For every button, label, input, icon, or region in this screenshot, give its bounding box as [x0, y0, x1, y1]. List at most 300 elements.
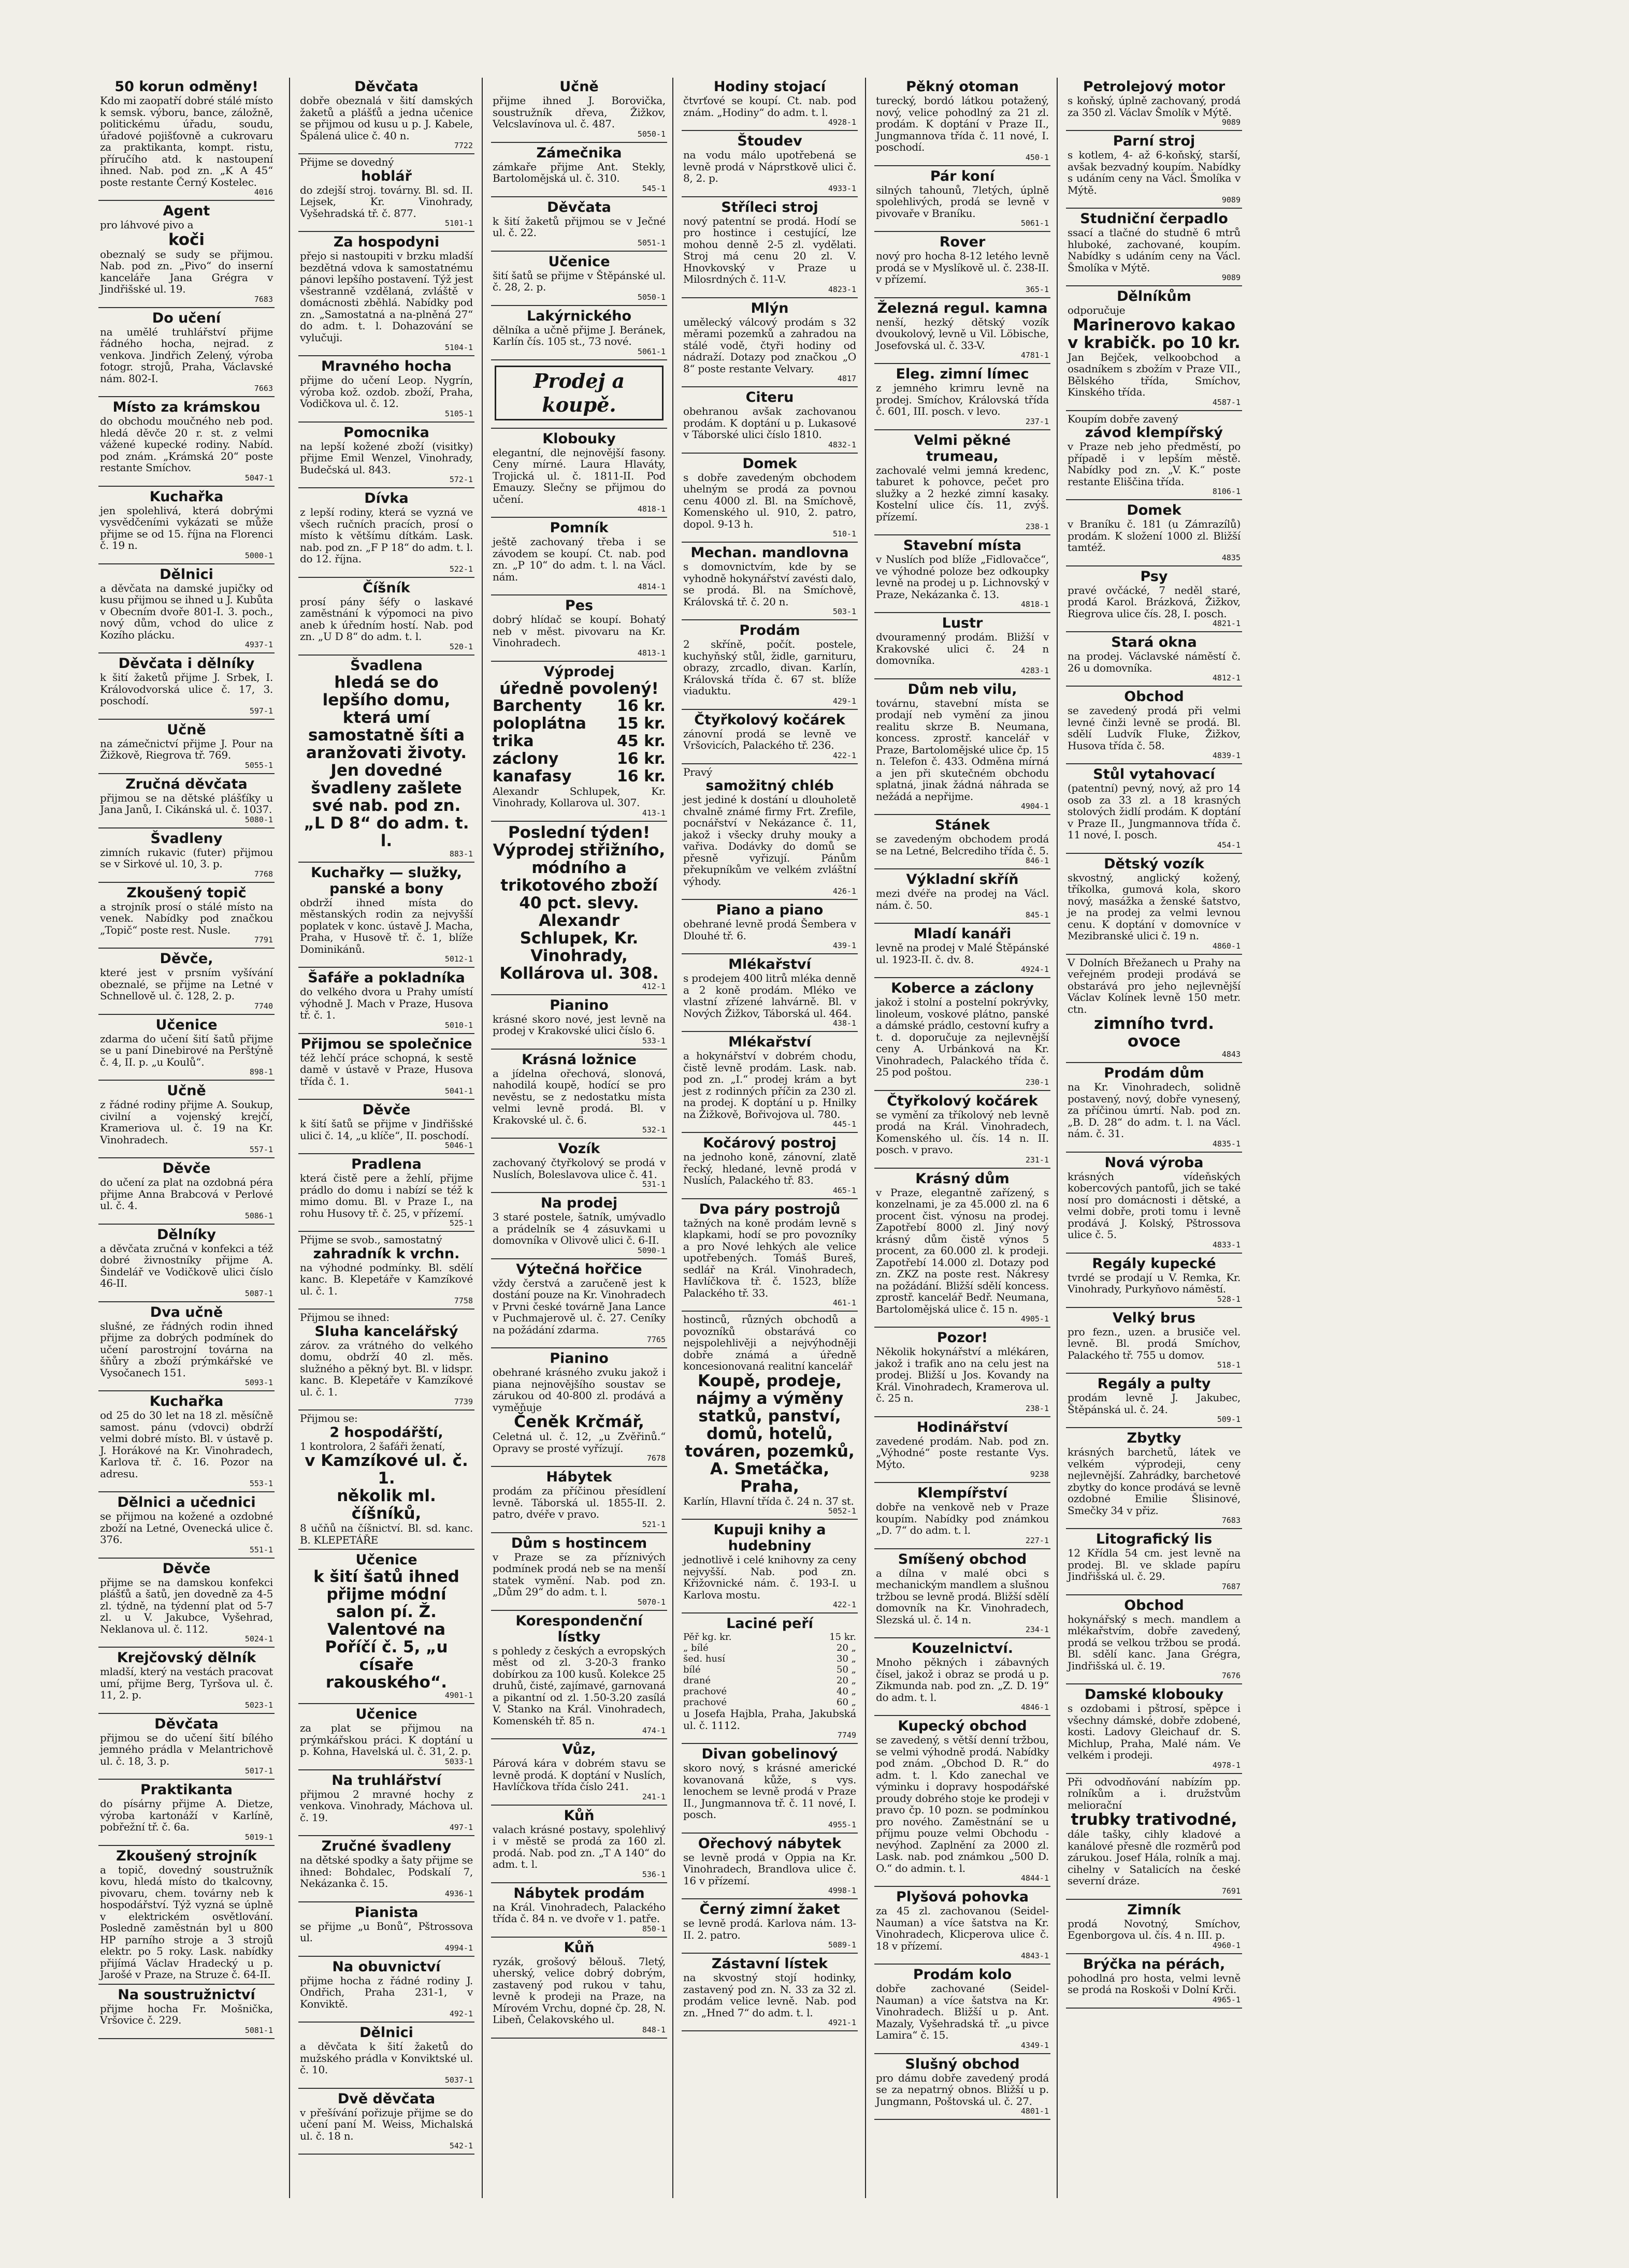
- classified-ad: [1066, 1375, 1242, 1428]
- column-rule: [672, 78, 673, 2198]
- ad-heading: Zbytky: [1127, 1430, 1181, 1446]
- ad-reference-number: 5050-1: [637, 129, 666, 139]
- ad-heading: Výprodej: [543, 663, 615, 680]
- classified-ad: [682, 1134, 858, 1199]
- ad-text: se zavedeným obchodem prodá se na Letné, Belcrediho třída č. 5.: [876, 833, 1049, 857]
- ad-reference-number: 5010-1: [444, 1020, 473, 1030]
- ad-reference-number: 474-1: [642, 1726, 666, 1735]
- ad-reference-number: 5037-1: [444, 2075, 473, 2085]
- ad-reference-number: 5051-1: [637, 238, 666, 248]
- ad-text: s pohledy z českých a evropských měst od zl. 3-20-3 franko dobírkou za 100 kusů. Kolekce 25 druhů, čisté, zajímavé, garnovaná a pikantní od zl. 1.50-3.20 zasílá V. Stanko na Král. Vinohradech, Komenskéh tř. 85 n.: [493, 1644, 666, 1727]
- price-row: [683, 1642, 856, 1653]
- price-item: bílé: [683, 1664, 701, 1675]
- ad-text: ryzák, grošový bělouš. 7letý, uherský, velice dobrý dobrým, zastavený pod rukou v tahu, levně k prodeji na Praze, na Mírovém Vrchu, dopné čp. 28, N. Libeň, Čelakovského ul.: [493, 1955, 666, 2026]
- ad-text: na Kr. Vinohradech, solidně postavený, nový, dobře vynesený, za příčinou úmrtí. Nab. pod zn. „B. D. 28“ do adm. t. l. na Václ. nám. č. 31.: [1068, 1081, 1241, 1140]
- classified-ad: [298, 1837, 474, 1902]
- price-price: 20 „: [837, 1675, 856, 1686]
- classified-ad: [98, 1560, 275, 1648]
- ad-reference-number: 845-1: [1025, 910, 1049, 920]
- ad-reference-number: 509-1: [1217, 1415, 1241, 1424]
- ad-heading: Obchod: [1124, 689, 1184, 705]
- price-item: kanafasy: [493, 767, 572, 786]
- section-heading: Prodej a koupě.: [495, 366, 664, 420]
- classified-ad: [491, 1740, 667, 1806]
- ad-text: v Praze, elegantně zařízený, s konzelnami, je za 45.000 zl. na 6 procent čist. výnosu na prodej. Zapotřebí 8000 zl. Jiný nový krásný dům čistě výnos 5 procent, za 60.000 zl. k prodeji. Zapotřebí 14.000 zl. Dotazy pod zn. ZKZ na poste rest. Nákresy na požádání. Bližší sdělí koncess. zprostř. kancelář Bedř. Neumana, Bartolomějská ulice č. 15 n.: [876, 1186, 1049, 1315]
- ad-text: do zdejší stroj. továrny. Bl. sd. II. Lejsek, Kr. Vinohrady, Vyšehradská tř. č. 877.: [300, 183, 473, 220]
- classified-ad: [1066, 1530, 1242, 1595]
- classified-ad: [491, 1534, 667, 1611]
- price-row: [493, 733, 666, 750]
- classified-ad: [682, 455, 858, 543]
- ad-heading: Ořechový nábytek: [698, 1835, 842, 1852]
- ad-reference-number: 4016: [254, 187, 273, 197]
- ad-heading: Plyšová pohovka: [896, 1889, 1029, 1905]
- classified-ad: [298, 357, 474, 423]
- ad-text: jest jediné k dostání u dlouholetě chvalně známé firmy Frt. Zrefile, pocnářství v Nekázance č. 11, jakož i všecky druhy mouky a vařiva. Dodávky do domů se přesně vyřizují. Pánům překupníkům ve velkém zvláštní výhody.: [683, 793, 856, 888]
- ad-heading: Mlékařství: [728, 956, 811, 972]
- ad-text: z řádné rodiny přijme A. Soukup, civilní a vojenský krejčí, Krameriova ul. č. 19 na Kr. Vinohradech.: [100, 1098, 273, 1146]
- ad-heading: Pár koní: [930, 168, 995, 184]
- ad-heading: Regály a pulty: [1097, 1376, 1211, 1392]
- ad-text: Jan Bejček, velkoobchod a osadníkem s zbožím v Praze VII., Bělského třída, Smíchov, Kinského třída.: [1068, 351, 1241, 398]
- ad-text: Celetná ul. č. 12, „u Zvěřinů.“ Opravy se prosté vyřízují.: [493, 1430, 666, 1455]
- classified-ad: [1066, 1429, 1242, 1529]
- ad-reference-number: 4998-1: [828, 1886, 856, 1895]
- ad-text: silných tahounů, 7letých, úplně spolehlivých, prodá se levně v pivovaře v Braníku.: [876, 183, 1049, 220]
- ad-heading: Stará okna: [1111, 634, 1197, 650]
- ad-text: v přešívání pořizuje přijme se do učení paní M. Weiss, Michalská ul. č. 18 n.: [300, 2106, 473, 2142]
- ad-text: se přijmou na kožené a ozdobné zboží na Letné, Ovenecká ulice č. 376.: [100, 1510, 273, 1546]
- classified-ad: [98, 78, 275, 201]
- ad-text: přejo si nastoupiti v brzku mladší bezdětná vdova k samostatnému pánovi lepšího postavení. Týž jest všestranně vzdělaná, zvláště v domácnosti zběhlá. Nabídky pod zn. „Samostatná a na-plněná 27“ do adm. t. l. Dohazování se vylučuji.: [300, 250, 473, 344]
- ad-text: s ozdobami i pštrosí, spěpce i všechny dámské, dobře zdobené, kosti. Ladovy Gleichauf dr. S. Michlup, Praha, Malé nám. Ve velkém i prodeji.: [1068, 1702, 1241, 1761]
- classified-ad: [1066, 688, 1242, 764]
- classified-ad: [98, 1392, 275, 1492]
- classified-ad: [491, 1807, 667, 1883]
- ad-heading: Prodám: [739, 622, 800, 638]
- ad-text: a děvčata zručná v konfekci a též dobré živnostníky přijme A. Šindelář ve Vodičkově ulici číslo 46-II.: [100, 1242, 273, 1289]
- ad-heading: Číšník: [363, 579, 410, 596]
- ad-reference-number: 4818-1: [1020, 600, 1049, 609]
- ad-heading: Učenice: [355, 1706, 417, 1722]
- ad-reference-number: 528-1: [1217, 1294, 1241, 1304]
- ad-reference-number: 422-1: [832, 750, 856, 760]
- ad-text: odporučuje: [1068, 304, 1126, 316]
- classified-ad: [98, 398, 275, 487]
- ad-heading: Učně: [167, 721, 206, 738]
- classified-ad: [1066, 956, 1242, 1064]
- classified-ad: [874, 870, 1050, 924]
- ad-reference-number: 412-1: [642, 981, 666, 991]
- classified-ad: [682, 1200, 858, 1312]
- ad-heading: Hodinářství: [916, 1419, 1008, 1435]
- ad-reference-number: 365-1: [1025, 284, 1049, 294]
- classified-ad: [1066, 1064, 1242, 1153]
- classified-ad: [874, 78, 1050, 166]
- ad-heading: Kuchařka: [149, 1393, 224, 1409]
- ad-reference-number: 241-1: [642, 1792, 666, 1801]
- ad-reference-number: 4813-1: [637, 648, 666, 658]
- ad-heading: Zručná děvčata: [125, 776, 248, 792]
- ad-text: 8 učňů na číšnictví. Bl. sd. kanc. B. KLEPETÁŘE: [300, 1522, 473, 1546]
- ad-reference-number: 7765: [646, 1335, 666, 1344]
- ad-text: s domovnictvím, kde by se vyhodně hokynářství zavésti dalo, se prodá. Bl. na Smíchově, Královská tř. č. 20 n.: [683, 560, 856, 608]
- ad-reference-number: 545-1: [642, 183, 666, 193]
- ad-heading: Litografický lis: [1095, 1531, 1213, 1547]
- ad-reference-number: 4283-1: [1020, 665, 1049, 675]
- ad-heading: Pes: [565, 598, 594, 614]
- classified-ad: [682, 388, 858, 454]
- classified-ad: [682, 1900, 858, 1954]
- classified-ad: [1066, 210, 1242, 286]
- classified-ad: [491, 597, 667, 662]
- ad-reference-number: 4781-1: [1020, 351, 1049, 360]
- classified-ad: [298, 2024, 474, 2089]
- ad-text: dobře zachované (Seidel-Nauman) a více šatstva na Kr. Vinohradech. Bližší u p. Ant. Mazaly, Vyšehradská tř. „u pivce Lamira“ č. 15.: [876, 1982, 1049, 2041]
- ad-heading: Domek: [1127, 502, 1181, 518]
- ad-reference-number: 4818-1: [637, 504, 666, 514]
- ad-heading: Děvče: [162, 1560, 211, 1577]
- classified-ad: [491, 1884, 667, 1938]
- classified-ad: [491, 361, 667, 429]
- classified-ad: [874, 1329, 1050, 1417]
- ad-text: k šití žaketů přijme J. Srbek, I. Královodvorská ulice č. 17, 3. poschodí.: [100, 671, 273, 707]
- ad-reference-number: 5087-1: [244, 1288, 273, 1298]
- ad-text: a jídelna ořechová, slonová, nahodilá koupě, hodící se pro nevěstu, se z nedostatku místa velmi levně prodá. Bl. v Krakovské ul. č. 6.: [493, 1067, 666, 1126]
- column: [98, 78, 275, 2198]
- ad-heading: Zkoušený strojník: [116, 1848, 257, 1864]
- ad-heading: Dvě děvčata: [337, 2090, 436, 2107]
- classified-ad: [682, 1835, 858, 1900]
- ad-text: na zámečnictví přijme J. Pour na Žižkově, Riegrova tř. 769.: [100, 737, 273, 761]
- classified-ad: [1066, 1309, 1242, 1374]
- classified-ad: [298, 1771, 474, 1837]
- price-row: [683, 1686, 856, 1697]
- ad-text: prodám za příčinou přesídlení levně. Táborská ul. 1855-II. 2. patro, dvéře v pravo.: [493, 1485, 666, 1520]
- ad-text: Několik hokynářství a mlékáren, jakož i trafik ano na celu jest na prodej. Bližší u Jos. Kovandy na Král. Vinohradech, Kramerova ul. č. 25 n.: [876, 1345, 1049, 1404]
- classified-ad: [298, 864, 474, 968]
- ad-heading: samožitný chléb: [705, 778, 834, 794]
- ad-heading: Pianino: [550, 1350, 609, 1366]
- classified-ad: [682, 198, 858, 298]
- ad-text: se zavedený, s větší denní tržbou, se velmi výhodně prodá. Nabídky pod znám. „Obchod D. R.“ do adm. t. l. Kdo zanechal ve výminku i dopravy hospodářské proudy dobrého stoje ke prodeji v pravo čp. 10 pozn. se podmínkou pro nového. Zaměstnání se u příjmu pouze velmi Obchodu - nevýhod. Zaplnění za 2000 zl. Lask. nab. pod známkou „500 D. O.“ do admin. t. l.: [876, 1734, 1049, 1874]
- ad-text: 2 skříně, počít. postele, kuchyňský stůl, židle, garnituru, obrazy, zrcadlo, divan. Karlín, Královská třída č. 67 st. blíže viaduktu.: [683, 638, 856, 697]
- ad-reference-number: 520-1: [449, 642, 473, 651]
- ad-text: s prodejem 400 litrů mléka denně a 2 koně prodám. Mléko ve vlastní zřízené lahvárně. Bl. v Nových Žižkov, Táborská ul. 464.: [683, 972, 856, 1020]
- classified-ad: [98, 1016, 275, 1081]
- ad-reference-number: 4832-1: [828, 440, 856, 449]
- ad-heading: Krejčovský dělník: [117, 1650, 256, 1666]
- ad-text: která čistě pere a žehlí, přijme prádlo do domu i nabízí se též k mimo domu. Bl. v Praze I., na rohu Husovy tř. č. 25, v přízemí.: [300, 1172, 473, 1219]
- ad-display-text: trubky trativodné,: [1071, 1810, 1237, 1829]
- ad-text: šití šatů se přijme v Štěpánské ul. č. 28, 2. p.: [493, 269, 666, 293]
- ad-text: obehranou avšak zachovanou prodám. K doptání u p. Lukasové v Táborské ulici číslo 1810.: [683, 405, 856, 441]
- ad-text: zámkaře přijme Ant. Stekly, Bartolomějská ul. č. 310.: [493, 160, 666, 184]
- ad-text: dobře na venkově neb v Praze koupím. Nabídky pod známkou „D. 7“ do adm. t. l.: [876, 1501, 1049, 1536]
- ad-heading: Regály kupecké: [1092, 1255, 1216, 1272]
- ad-heading: Pomocnika: [343, 424, 429, 441]
- ad-reference-number: 7683: [1221, 1516, 1241, 1525]
- ad-text: prodám levně J. Jakubec, Štěpánská ul. č. 24.: [1068, 1391, 1241, 1416]
- ad-reference-number: 525-1: [449, 1218, 473, 1228]
- ad-text: dvouramenný prodám. Bližší v Krakovské ulici č. 24 n domovníka.: [876, 631, 1049, 666]
- classified-ad: [1066, 1901, 1242, 1954]
- price-price: 60 „: [837, 1697, 856, 1708]
- ad-heading: Za hospodyni: [333, 234, 440, 250]
- ad-text: slušné, ze řádných rodin ihned přijme za dobrých podmínek do učení parostrojní továrna na šňůry a zboží prýmkářské ve Vysočanech 151.: [100, 1319, 273, 1379]
- ad-heading: Korespondenční lístky: [515, 1612, 643, 1645]
- classified-ad: [874, 1888, 1050, 1965]
- ad-text: a strojník prosí o stálé místo na venek. Nabídky pod značkou „Topič“ poste rest. Nusle.: [100, 900, 273, 936]
- ad-reference-number: 422-1: [832, 1600, 856, 1609]
- ad-reference-number: 4936-1: [444, 1888, 473, 1898]
- ad-display-text: Čeněk Krčmář,: [514, 1413, 644, 1431]
- classified-ad: [874, 233, 1050, 298]
- classified-ad: [491, 823, 667, 995]
- column: [298, 78, 474, 2198]
- ad-text: tažných na koně prodám levně s klapkami, hodí se pro povozníky a pro Nové lehkých ale velice upotřebených. Tomáš Bureš, sedlář na Král. Vinohradech, Havlíčkova tř. č. 1523, blíže Palackého tř. 33.: [683, 1216, 856, 1299]
- ad-text: obeznalý se sudy se přijmou. Nab. pod zn. „Pivo“ do inserní kanceláře Jana Grégra v Jindřišské ul. 19.: [100, 248, 273, 295]
- ad-reference-number: 4833-1: [1212, 1240, 1241, 1249]
- ad-reference-number: 4921-1: [828, 2018, 856, 2027]
- classified-ad: [1066, 501, 1242, 566]
- ad-reference-number: 5105-1: [444, 409, 473, 418]
- ad-text: dále tašky, cihly kladové a kanálové přesně dle rozměrů pod zárukou. Josef Hála, rolník a maj. cihelny v Satalicích na české severní dráze.: [1068, 1828, 1241, 1887]
- ad-reference-number: 413-1: [642, 808, 666, 818]
- ad-text: s dobře zavedeným obchodem uhelným se prodá za povnou cenu 4000 zl. Bl. na Smíchově, Komenského ul. 910, 2. patro, dopol. 9-13 h.: [683, 471, 856, 530]
- ad-text: za 45 zl. zachovanou (Seidel-Nauman) a více šatstva na Kr. Vinohradech, Klicperova ulice č. 18 v přízemí.: [876, 1904, 1049, 1952]
- ad-prefix: Přijme se dovedný: [300, 156, 394, 168]
- ad-text: zavedené prodám. Nab. pod zn. „Výhodné“ poste restante Vys. Mýto.: [876, 1434, 1049, 1471]
- ad-reference-number: 5052-1: [828, 1506, 856, 1516]
- ad-text: na umělé truhlářství přijme řádného hocha, nejrad. z venkova. Jindřich Zelený, výroba fotogr. strojů, Praha, Václavské nám. 802-I.: [100, 325, 273, 385]
- ad-text: valach krásné postavy, spolehlivý i v městě se prodá za 160 zl. prodá. Nab. pod zn. „T A 140“ do adm. t. l.: [493, 1823, 666, 1870]
- ad-heading: Krásná ložnice: [522, 1051, 637, 1068]
- classified-ad: [298, 1101, 474, 1154]
- ad-text: přijme ihned J. Borovička, soustružník dřeva, Žižkov, Velcslavínova ul. č. 487.: [493, 94, 666, 130]
- ad-heading: Parní stroj: [1113, 133, 1195, 149]
- ad-reference-number: 429-1: [832, 696, 856, 706]
- ad-reference-number: 7663: [254, 384, 273, 393]
- ad-heading: Pianista: [354, 1904, 419, 1921]
- classified-ad: [874, 1418, 1050, 1484]
- ad-reference-number: 5061-1: [637, 346, 666, 356]
- ad-reference-number: 846-1: [1025, 856, 1049, 865]
- ad-heading: Kupuji knihy a hudebniny: [713, 1522, 826, 1554]
- classified-ad: [1066, 132, 1242, 209]
- ad-heading: Laciné peří: [726, 1616, 813, 1632]
- ad-reference-number: 551-1: [249, 1545, 273, 1554]
- ad-text: Mnoho pěkných i zábavných čísel, jakož i obraz se prodá u p. Zikmunda nab. pod zn. „Z. D. 19“ do adm. t. l.: [876, 1656, 1049, 1704]
- ad-display-text: k šití šatů ihned přijme módní salon pí. Ž. Valentové na Poříčí č. 5, „u císaře rakouského“.: [313, 1567, 459, 1692]
- ad-text: turecký, bordó látkou potažený, nový, velice pohodlný za 21 zl. prodám. K doptání v Praze II., Jungmannova třída č. 11 nové, I. poschodí.: [876, 94, 1049, 153]
- ad-reference-number: 4844-1: [1020, 1873, 1049, 1883]
- ad-heading: Lustr: [942, 615, 983, 631]
- classified-ad: [874, 1966, 1050, 2054]
- ad-reference-number: 5081-1: [244, 2025, 273, 2035]
- ad-heading: závod klempířský: [1085, 425, 1223, 441]
- classified-ad: [298, 155, 474, 232]
- classified-ad: [682, 299, 858, 388]
- ad-text: mezi dvéře na prodej na Václ. nám. č. 50.: [876, 887, 1049, 911]
- price-row: [493, 697, 666, 715]
- column-rule: [482, 78, 483, 2198]
- classified-ad: [491, 519, 667, 595]
- ad-heading: Petrolejový motor: [1083, 79, 1226, 95]
- ad-reference-number: 898-1: [249, 1067, 273, 1077]
- ad-text: zdarma do učení šití šatů přijme se u paní Dinebirové na Perštýně č. 4, II. p. „u Koulů“.: [100, 1032, 273, 1068]
- ad-reference-number: 5017-1: [244, 1766, 273, 1776]
- ad-reference-number: 4994-1: [444, 1943, 473, 1953]
- ad-text: zimních rukavic (futer) přijmou se v Sirkové ul. 10, 3. p.: [100, 846, 273, 870]
- price-item: šed. husí: [683, 1653, 726, 1664]
- classified-ad: [874, 1170, 1050, 1328]
- ad-text: se levně prodá v Oppia na Kr. Vinohradech, Brandlova ulice č. 16 v přízemí.: [683, 1851, 856, 1887]
- classified-ad: [874, 979, 1050, 1091]
- price-item: prachové: [683, 1697, 727, 1708]
- ad-heading: Damské klobouky: [1084, 1687, 1224, 1703]
- ad-text: které jest v prsním vyšívání obeznalé, se přijme na Letné v Schnellově ul. č. 128, 2. p.: [100, 966, 273, 1002]
- classified-ad: [1066, 855, 1242, 955]
- ad-text: přijmou se do učení šití bílého jemného prádla v Melantrichově ul. č. 18, 3. p.: [100, 1731, 273, 1767]
- price-price: 16 kr.: [616, 767, 666, 786]
- ad-heading: Dva učně: [150, 1304, 223, 1320]
- ad-reference-number: 4901-1: [444, 1691, 473, 1700]
- ad-text: vždy čerstvá a zaručeně jest k dostání pouze na Kr. Vinohradech v Prvni české továrně Jana Lance v Puchmajerově ul. č. 27. Ceníky na požádání zdarma.: [493, 1276, 666, 1336]
- ad-heading: Klobouky: [542, 430, 616, 447]
- classified-ad: [874, 1550, 1050, 1639]
- ad-text: skoro nový, s krásné americké kovanovaná kůže, s vys. lenochem se levně prodá v Praze II., Jungmannova tř. č. 11 nové, I. posch.: [683, 1762, 856, 1821]
- classified-ad: [491, 144, 667, 197]
- ad-heading: Krásný dům: [915, 1170, 1010, 1187]
- price-item: prachové: [683, 1686, 727, 1697]
- ad-display-text: Poslední týden! Výprodej střižního, módního a trikotového zboží 40 pct. slevy. Alexandr Schlupek, Kr. Vinohrady, Kollárova ul. 308.: [493, 823, 666, 983]
- ad-text: jen spolehlivá, která dobrými vysvědčeními vykázati se může přijme se od 15. října na Florenci č. 19 n.: [100, 504, 273, 551]
- ad-text: v Praze neb jeho předměstí, po případě i v lepším městě. Nabídky pod zn. „V. K.“ poste restante Eliščina třída.: [1068, 440, 1241, 488]
- price-row: [683, 1632, 856, 1642]
- classified-ad: [491, 307, 667, 360]
- classified-ad: [874, 614, 1050, 679]
- ad-heading: Slušný obchod: [905, 2056, 1020, 2072]
- ad-reference-number: 7768: [254, 869, 273, 879]
- ad-reference-number: 553-1: [249, 1479, 273, 1488]
- ad-text: ještě zachovaný třeba i se závodem se koupí. Ct. nab. pod zn. „P 10“ do adm. t. l. na Václ. nám.: [493, 535, 666, 583]
- price-price: 16 kr.: [616, 696, 666, 715]
- ad-text: na skvostný stojí hodinky, zastavený pod zn. N. 33 za 32 zl. prodám velice levně. Nab. pod zn. „Hned 7“ do adm. t. l.: [683, 1971, 856, 2019]
- classifieds-page: [98, 78, 1549, 2198]
- ad-reference-number: 5089-1: [828, 1940, 856, 1950]
- ad-text: zárov. za vrátného do velkého domu, obdrží 40 zl. měs. služného a pěkný byt. Bl. v lidspr. kanc. B. Klepetáře v Kamzíkové ul. č. 1.: [300, 1339, 473, 1398]
- ad-text: z jemného krimru levně na prodej. Smíchov, Královská třída č. 601, III. posch. v levo.: [876, 382, 1049, 417]
- ad-heading: Zimník: [1127, 1901, 1181, 1918]
- classified-ad: [874, 680, 1050, 816]
- ad-text: dobře obeznalá v šití damských žaketů a plášťů a jedna učenice se přijmou od kusu u p. J. Kabele, Špálená ulice č. 40 n.: [300, 94, 473, 142]
- ad-text: obehrané krásného zvuku jakož i piana nejnovějšího soustav se zárukou od 40-800 zl. prodává a vyměňuje: [493, 1366, 666, 1414]
- ad-reference-number: 4846-1: [1020, 1703, 1049, 1712]
- classified-ad: [874, 1639, 1050, 1716]
- classified-ad: [98, 1649, 275, 1714]
- ad-heading: Děvče: [362, 1102, 411, 1118]
- ad-reference-number: 5046-1: [444, 1141, 473, 1150]
- ad-reference-number: 7676: [1221, 1671, 1241, 1680]
- ad-reference-number: 597-1: [249, 706, 273, 716]
- ad-reference-number: 510-1: [832, 529, 856, 539]
- ad-text: zánovní prodá se levně ve Vršovicích, Palackého tř. 236.: [683, 727, 856, 751]
- classified-ad: [1066, 1255, 1242, 1308]
- ad-heading: Citeru: [745, 389, 794, 405]
- ad-reference-number: 7758: [454, 1296, 473, 1305]
- classified-ad: [298, 233, 474, 356]
- classified-ad: [98, 202, 275, 308]
- ad-heading: Vozík: [558, 1141, 600, 1157]
- classified-ad: [1066, 1955, 1242, 2009]
- ad-text: čtvrťové se koupí. Ct. nab. pod znám. „Hodiny“ do adm. t. l.: [683, 94, 856, 119]
- ad-heading: Čtyřkolový kočárek: [694, 711, 845, 728]
- classified-ad: [298, 1551, 474, 1704]
- classified-ad: [491, 1260, 667, 1349]
- price-price: 16 kr.: [616, 749, 666, 768]
- ad-reference-number: 9089: [1221, 118, 1241, 127]
- ad-text: též lehčí práce schopná, k sestě damě v ústavě v Praze, Husova třída č. 1.: [300, 1051, 473, 1087]
- classified-ad: [874, 1484, 1050, 1549]
- ad-heading: Pozor!: [936, 1330, 988, 1346]
- ad-reference-number: 450-1: [1025, 152, 1049, 162]
- classified-ad: [874, 365, 1050, 430]
- classified-ad: [682, 1615, 858, 1744]
- ad-reference-number: 5090-1: [637, 1245, 666, 1255]
- ad-heading: Na truhlářství: [331, 1772, 441, 1789]
- ad-reference-number: 426-1: [832, 886, 856, 896]
- ad-text: umělecký válcový prodám s 32 měrami pozemků a zahradou na stálé vodě, čtyři hodiny od nádraží. Dotazy pod značkou „O 8“ poste restante Velvary.: [683, 315, 856, 375]
- ad-heading: Černý zimní žaket: [699, 1901, 840, 1917]
- ad-reference-number: 461-1: [832, 1298, 856, 1307]
- ad-reference-number: 4814-1: [637, 582, 666, 591]
- ad-heading: Velký brus: [1113, 1310, 1195, 1326]
- ad-text: k šití žaketů přijmou se v Ječné ul. č. 22.: [493, 214, 666, 239]
- ad-text: z lepší rodiny, která se vyzná ve všech ručních pracích, prosí o místo k většímu dítkám. Lask. nab. pod zn. „F P 18“ do adm. t. l. do 12. října.: [300, 506, 473, 565]
- ad-text: a dílna v malé obci s mechanickým mandlem a slušnou tržbou se levně prodá. Bližší sdělí domovník na Kr. Vinohradech, Slezská ul. č. 14 n.: [876, 1566, 1049, 1626]
- classified-ad: [298, 657, 474, 863]
- ad-reference-number: 9238: [1030, 1470, 1049, 1479]
- classified-ad: [298, 1903, 474, 1957]
- price-row: [683, 1675, 856, 1686]
- classified-ad: [491, 1349, 667, 1467]
- ad-heading: Místo za krámskou: [112, 399, 261, 415]
- ad-text: nenší, hezký dětský vozík dvoukolový, levně u Vil. Löbische, Josefovská ul. č. 33-V.: [876, 315, 1049, 352]
- classified-ad: [98, 655, 275, 720]
- ad-text: ssací a tlačné do studně 6 mtrů hluboké, zachované, koupím. Nabídky s udáním ceny na Václ. Šmolíka v Mýtě.: [1068, 226, 1241, 274]
- ad-reference-number: 572-1: [449, 475, 473, 484]
- ad-text: pro dámu dobře zavedený prodá se za nepatrný obnos. Bližší u p. Jungmann, Poštovská ul. č. 27.: [876, 2071, 1049, 2107]
- classified-ad: [1066, 1154, 1242, 1254]
- ad-reference-number: 5093-1: [244, 1378, 273, 1387]
- classified-ad: [98, 884, 275, 949]
- classified-ad: [874, 536, 1050, 613]
- ad-text: na Král. Vinohradech, Palackého třída č. 84 n. ve dvoře v 1. patře.: [493, 1900, 666, 1925]
- classified-ad: [682, 901, 858, 954]
- classified-ad: [874, 167, 1050, 232]
- classified-ad: [682, 1955, 858, 2031]
- classified-ad: [1066, 412, 1242, 501]
- price-row: [683, 1653, 856, 1664]
- ad-text: pohodlná pro hosta, velmi levně se prodá na Roskoši v Dolní Krči.: [1068, 1971, 1241, 1996]
- ad-reference-number: 536-1: [642, 1869, 666, 1879]
- classified-ad: [491, 198, 667, 252]
- ad-text: dobrý hlídač se koupí. Bohatý neb v měst. pivovaru na Kr. Vinohradech.: [493, 613, 666, 649]
- ad-heading: Praktikanta: [140, 1782, 233, 1798]
- ad-text: Kdo mi zaopatří dobré stálé místo k semsk. výboru, bance, záložně, politickému úřadu, soudu, úřadové pojišťovně a cukrovaru za praktikanta, kompt. ristu, příručího atd. k nastoupení ihned. Nab. pod zn. „K A 45“ poste restante Černý Kostelec.: [100, 94, 273, 188]
- ad-text: na dětské spodky a šaty přijme se ihned: Bohdalec, Podskalí 7, Nekázanka č. 15.: [300, 1854, 473, 1889]
